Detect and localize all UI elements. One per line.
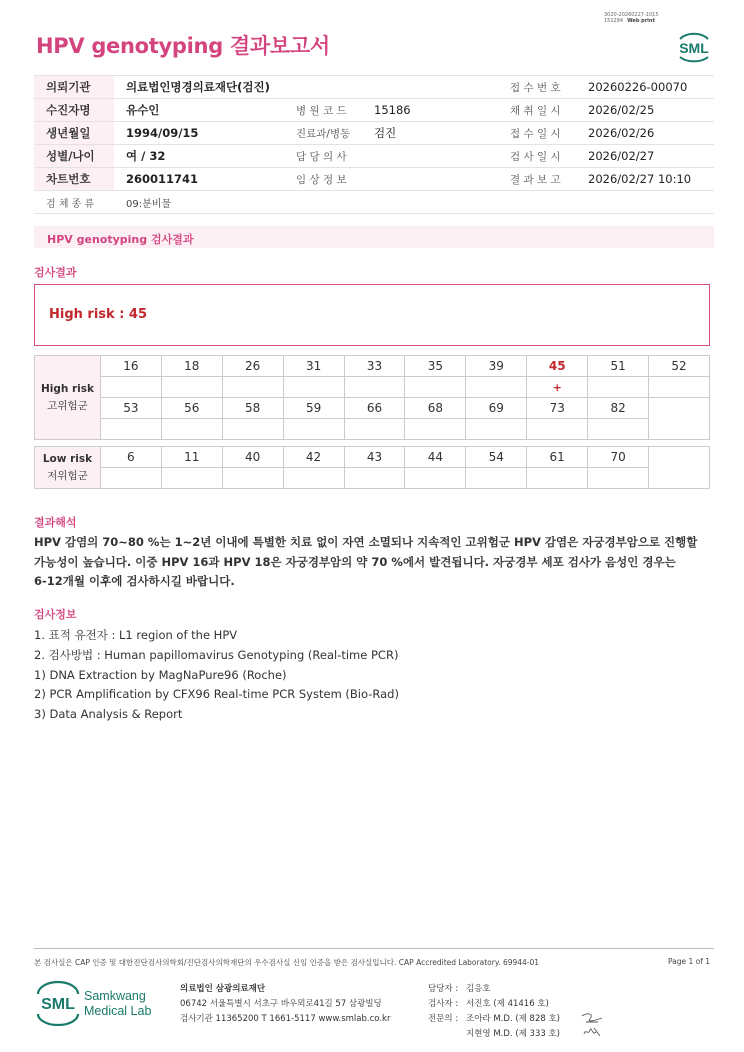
label-receipt-date: 접 수 일 시	[496, 122, 576, 145]
label-sex-age: 성별/나이	[34, 145, 114, 168]
value-receipt-number: 20260226-00070	[576, 76, 714, 99]
patient-info-row	[34, 99, 714, 122]
signature-icon	[576, 1010, 610, 1040]
result-heading: 검사결과	[34, 266, 77, 279]
test-info-item: 2) PCR Amplification by CFX96 Real-time PCR System (Bio-Rad)	[34, 687, 399, 702]
samkwang-logo-sml: SML	[41, 996, 75, 1013]
genotype-result	[161, 377, 222, 398]
staff-name: 김응호	[466, 984, 491, 994]
high-risk-row-types-1	[35, 356, 710, 377]
organization-contact: 검사기관 11365200 T 1661-5117 www.smlab.co.kr	[180, 1014, 391, 1024]
staff-name: 조아라 M.D. (제 828 호)	[466, 1014, 561, 1024]
genotype-cell: 35	[405, 356, 466, 377]
genotype-cell: 56	[161, 398, 222, 419]
samkwang-logo-line-2: Medical Lab	[84, 1004, 152, 1018]
genotype-result	[161, 468, 222, 489]
patient-info-table	[34, 75, 714, 214]
staff-role: 전문의 :	[428, 1014, 459, 1024]
sml-logo-text: SML	[679, 40, 709, 56]
genotype-result	[588, 377, 649, 398]
interpretation-line: 6-12개월 이후에 검사하시길 바랍니다.	[34, 574, 235, 588]
genotype-cell: 31	[283, 356, 344, 377]
footer-divider	[34, 948, 714, 949]
label-patient-name: 수진자명	[34, 99, 114, 122]
value-requesting-org: 의료법인명경의료재단(검진)	[114, 76, 496, 99]
result-summary: High risk : 45	[49, 307, 148, 322]
genotype-cell: 52	[649, 356, 710, 377]
document-code-line-1: 3020-20260227-1015	[604, 12, 659, 18]
value-report-date: 2026/02/27 10:10	[576, 168, 714, 191]
sml-logo-icon	[674, 26, 714, 66]
genotype-result	[100, 377, 161, 398]
genotype-result-positive: +	[527, 377, 588, 398]
interpretation-text	[34, 533, 714, 592]
value-specimen-type: 09:분비물	[114, 191, 714, 214]
label-department: 진료과/병동	[282, 122, 362, 145]
genotype-cell: 16	[100, 356, 161, 377]
value-physician	[362, 145, 496, 168]
genotype-cell: 18	[161, 356, 222, 377]
patient-info-row	[34, 76, 714, 99]
genotype-cell: 51	[588, 356, 649, 377]
genotype-cell: 33	[344, 356, 405, 377]
value-chart-number: 260011741	[114, 168, 282, 191]
genotype-result	[283, 419, 344, 440]
web-print-label: Web print	[627, 18, 655, 24]
staff-name: 서진호 (제 41416 호)	[466, 999, 549, 1009]
value-department: 검진	[362, 122, 496, 145]
staff-row	[428, 997, 560, 1012]
staff-row	[428, 982, 560, 997]
high-risk-label-kr: 고위험군	[47, 399, 88, 412]
genotype-result	[466, 419, 527, 440]
genotype-cell: 40	[222, 447, 283, 468]
staff-name: 지현영 M.D. (제 333 호)	[466, 1029, 561, 1039]
samkwang-logo-icon	[34, 980, 174, 1026]
high-risk-label-en: High risk	[40, 382, 94, 395]
page-title: HPV genotyping 결과보고서	[36, 34, 330, 58]
genotype-result	[527, 468, 588, 489]
high-risk-row-types-2	[35, 398, 710, 419]
genotype-cell: 68	[405, 398, 466, 419]
label-physician: 담 당 의 사	[282, 145, 362, 168]
interpretation-line: HPV 감염의 70~80 %는 1~2년 이내에 특별한 치료 없이 자연 소멸되나 지속적인 고위험군 HPV 감염은 자궁경부암으로 진행할	[34, 535, 698, 549]
test-info-list	[34, 626, 399, 725]
value-hospital-code: 15186	[362, 99, 496, 122]
test-info-heading: 검사정보	[34, 608, 77, 621]
genotype-cell-empty	[649, 447, 710, 489]
low-risk-row-results	[35, 468, 710, 489]
patient-info-row	[34, 168, 714, 191]
label-receipt-number: 접 수 번 호	[496, 76, 576, 99]
genotype-result	[161, 419, 222, 440]
value-clinical-info	[362, 168, 496, 191]
genotype-result	[405, 468, 466, 489]
genotype-result	[405, 419, 466, 440]
genotype-cell: 82	[588, 398, 649, 419]
label-report-date: 결 과 보 고	[496, 168, 576, 191]
label-hospital-code: 병 원 코 드	[282, 99, 362, 122]
patient-info-row	[34, 145, 714, 168]
label-specimen-type: 검 체 종 류	[34, 191, 114, 214]
high-risk-row-results-1	[35, 377, 710, 398]
accreditation-note: 본 검사실은 CAP 인증 및 대한진단검사의학회/진단검사의학재단의 우수검사실 신임 인증을 받은 검사실입니다. CAP Accredited Laboratory. 69944-01	[34, 958, 540, 967]
document-code	[604, 12, 659, 24]
high-risk-genotype-table	[34, 355, 710, 440]
genotype-result	[588, 468, 649, 489]
genotype-result	[222, 468, 283, 489]
genotype-cell: 44	[405, 447, 466, 468]
label-collection-date: 채 취 일 시	[496, 99, 576, 122]
genotype-cell-empty	[649, 398, 710, 440]
genotype-result	[588, 419, 649, 440]
genotype-result	[100, 419, 161, 440]
samkwang-logo-line-1: Samkwang	[84, 989, 146, 1003]
genotype-result	[222, 419, 283, 440]
low-risk-label-kr: 저위험군	[47, 469, 88, 482]
label-chart-number: 차트번호	[34, 168, 114, 191]
genotype-result	[344, 468, 405, 489]
staff-list	[428, 982, 560, 1042]
label-birth-date: 생년월일	[34, 122, 114, 145]
low-risk-genotype-table	[34, 446, 710, 489]
genotype-result	[283, 468, 344, 489]
genotype-cell: 54	[466, 447, 527, 468]
value-test-date: 2026/02/27	[576, 145, 714, 168]
genotype-cell: 43	[344, 447, 405, 468]
genotype-result	[649, 377, 710, 398]
test-info-item: 1) DNA Extraction by MagNaPure96 (Roche)	[34, 667, 287, 682]
staff-row	[428, 1027, 560, 1042]
interpretation-heading: 결과해석	[34, 516, 77, 529]
value-receipt-date: 2026/02/26	[576, 122, 714, 145]
value-sex-age: 여 / 32	[114, 145, 282, 168]
genotype-result	[344, 377, 405, 398]
staff-role: 담당자 :	[428, 984, 459, 994]
interpretation-line: 가능성이 높습니다. 이중 HPV 16과 HPV 18은 자궁경부암의 약 70 %에서 발견됩니다. 자궁경부 세포 검사가 음성인 경우는	[34, 554, 676, 569]
label-test-date: 검 사 일 시	[496, 145, 576, 168]
genotype-cell: 42	[283, 447, 344, 468]
genotype-cell: 66	[344, 398, 405, 419]
value-collection-date: 2026/02/25	[576, 99, 714, 122]
organization-info	[180, 982, 390, 1027]
low-risk-label	[35, 447, 101, 489]
test-info-item: 2. 검사방법 : Human papillomavirus Genotyping (Real-time PCR)	[34, 647, 399, 662]
genotype-result	[466, 377, 527, 398]
value-birth-date: 1994/09/15	[114, 122, 282, 145]
genotype-result	[344, 419, 405, 440]
label-requesting-org: 의뢰기관	[34, 76, 114, 99]
genotype-result	[527, 419, 588, 440]
genotype-cell: 6	[100, 447, 161, 468]
genotype-cell: 73	[527, 398, 588, 419]
genotype-cell: 26	[222, 356, 283, 377]
section-title-bar: HPV genotyping 검사결과	[34, 226, 714, 248]
genotype-result	[466, 468, 527, 489]
test-info-item: 1. 표적 유전자 : L1 region of the HPV	[34, 628, 238, 642]
genotype-result	[283, 377, 344, 398]
genotype-cell: 70	[588, 447, 649, 468]
genotype-result	[222, 377, 283, 398]
page-number: Page 1 of 1	[668, 957, 711, 966]
high-risk-row-results-2	[35, 419, 710, 440]
genotype-cell: 39	[466, 356, 527, 377]
organization-address: 06742 서울특별시 서초구 바우뫼로41길 57 삼광빌딩	[180, 999, 382, 1009]
genotype-cell: 11	[161, 447, 222, 468]
low-risk-label-en: Low risk	[42, 452, 93, 465]
genotype-result	[405, 377, 466, 398]
genotype-cell: 59	[283, 398, 344, 419]
genotype-cell: 53	[100, 398, 161, 419]
genotype-cell: 58	[222, 398, 283, 419]
genotype-cell: 69	[466, 398, 527, 419]
label-clinical-info: 임 상 정 보	[282, 168, 362, 191]
low-risk-row-types	[35, 447, 710, 468]
high-risk-label	[35, 356, 101, 440]
patient-info-row	[34, 122, 714, 145]
patient-info-row	[34, 191, 714, 214]
staff-role: 검사자 :	[428, 999, 459, 1009]
genotype-cell: 61	[527, 447, 588, 468]
value-patient-name: 유수인	[114, 99, 282, 122]
test-info-item: 3) Data Analysis & Report	[34, 707, 183, 722]
staff-row	[428, 1012, 560, 1027]
organization-name: 의료법인 삼광의료재단	[180, 984, 266, 994]
genotype-result	[100, 468, 161, 489]
genotype-cell-positive: 45	[527, 356, 588, 377]
document-code-line-2: 151284	[604, 18, 624, 24]
